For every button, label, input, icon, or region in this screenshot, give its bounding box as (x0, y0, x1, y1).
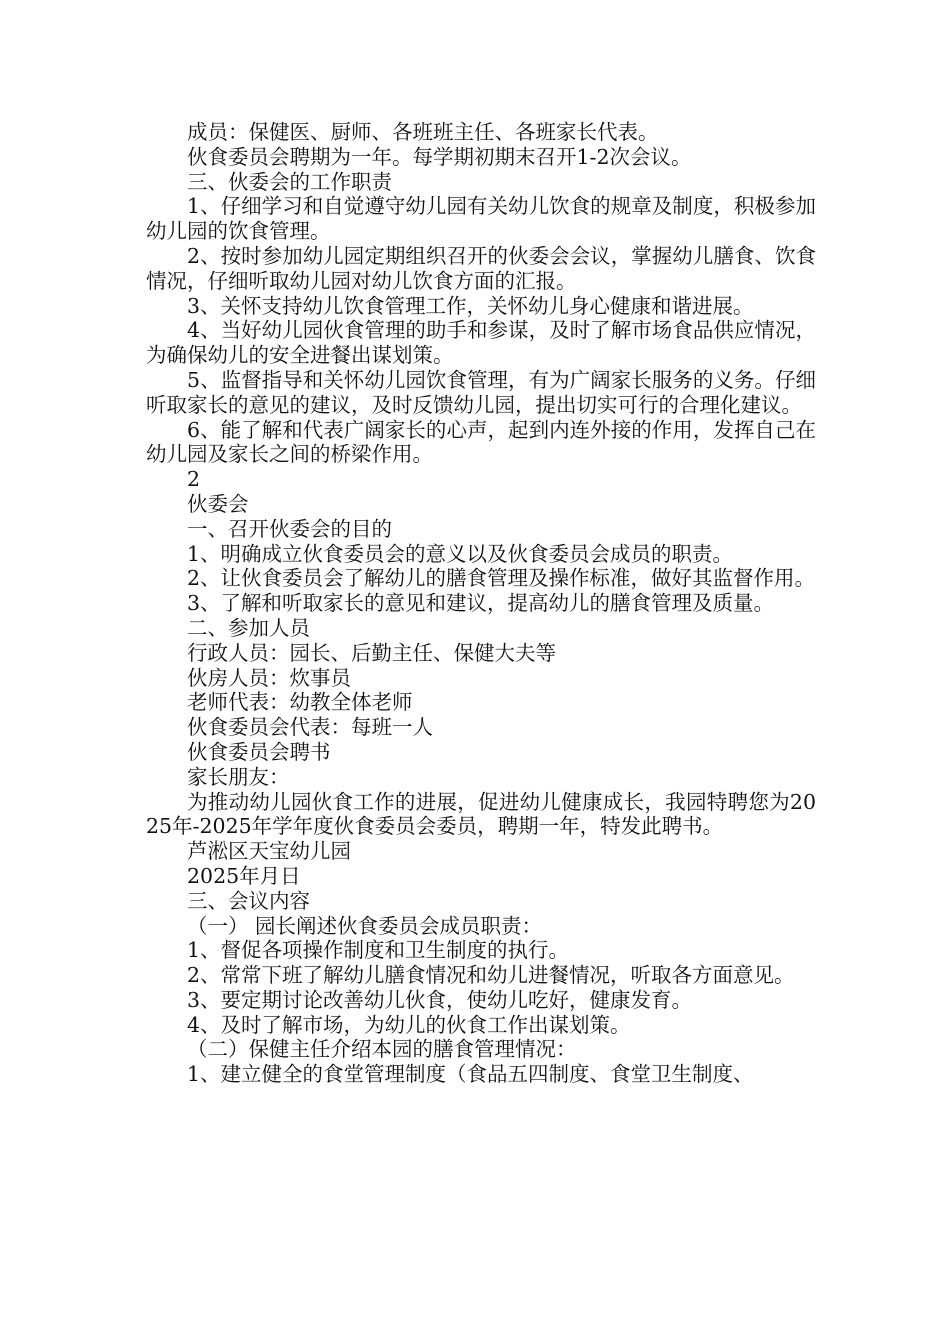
paragraph-teacher-reps: 老师代表：幼教全体老师 (187, 690, 413, 715)
paragraph-health-item-1: 1、建立健全的食堂管理制度（食品五四制度、食堂卫生制度、 (187, 1062, 754, 1087)
paragraph-purpose-2: 2、让伙食委员会了解幼儿的膳食管理及操作标准，做好其监督作用。 (187, 566, 816, 591)
paragraph-purpose-1: 1、明确成立伙食委员会的意义以及伙食委员会成员的职责。 (187, 541, 734, 566)
paragraph-admin-staff: 行政人员：园长、后勤主任、保健大夫等 (187, 640, 556, 665)
section-title: 伙委会 (187, 491, 249, 516)
paragraph-duty-3: 3、关怀支持幼儿饮食管理工作，关怀幼儿身心健康和谐进展。 (187, 293, 754, 318)
paragraph-term: 伙食委员会聘期为一年。每学期初期末召开1-2次会议。 (187, 144, 692, 169)
paragraph-members: 成员：保健医、厨师、各班班主任、各班家长代表。 (187, 120, 659, 144)
heading-participants: 二、参加人员 (187, 615, 310, 640)
paragraph-signature-date: 2025年月日 (187, 863, 301, 888)
heading-meeting-content: 三、会议内容 (187, 888, 310, 913)
paragraph-duty-6: 6、能了解和代表广阔家长的心声，起到内连外接的作用，发挥自己在幼儿园及家长之间的桥梁作用。 (146, 417, 816, 467)
section-number: 2 (187, 467, 201, 492)
heading-duties: 三、伙委会的工作职责 (187, 169, 392, 194)
paragraph-kitchen-staff: 伙房人员：炊事员 (187, 665, 351, 690)
heading-director-duties: （一） 园长阐述伙食委员会成员职责： (187, 913, 543, 938)
heading-health-director: （二）保健主任介绍本园的膳食管理情况： (187, 1037, 577, 1062)
paragraph-duty-5: 5、监督指导和关怀幼儿园饮食管理，有为广阔家长服务的义务。仔细听取家长的意见的建议，及时反馈幼儿园，提出切实可行的合理化建议。 (146, 367, 816, 417)
paragraph-director-duty-4: 4、及时了解市场，为幼儿的伙食工作出谋划策。 (187, 1012, 631, 1037)
paragraph-duty-4: 4、当好幼儿园伙食管理的助手和参谋，及时了解市场食品供应情况，为确保幼儿的安全进餐出谋划策。 (146, 318, 816, 368)
paragraph-appointment-body: 为推动幼儿园伙食工作的进展，促进幼儿健康成长，我园特聘您为2025年-2025年学年度伙食委员会委员，聘期一年，特发此聘书。 (146, 789, 816, 839)
document-page (146, 120, 816, 1087)
paragraph-signature-org: 芦淞区天宝幼儿园 (187, 839, 351, 864)
paragraph-purpose-3: 3、了解和听取家长的意见和建议，提高幼儿的膳食管理及质量。 (187, 591, 775, 616)
paragraph-director-duty-2: 2、常常下班了解幼儿膳食情况和幼儿进餐情况，听取各方面意见。 (187, 963, 795, 988)
paragraph-salutation: 家长朋友： (187, 764, 290, 789)
paragraph-duty-1: 1、仔细学习和自觉遵守幼儿园有关幼儿饮食的规章及制度，积极参加幼儿园的饮食管理。 (146, 194, 816, 244)
paragraph-director-duty-1: 1、督促各项操作制度和卫生制度的执行。 (187, 938, 570, 963)
heading-purpose: 一、召开伙委会的目的 (187, 516, 392, 541)
paragraph-committee-reps: 伙食委员会代表：每班一人 (187, 715, 433, 740)
paragraph-duty-2: 2、按时参加幼儿园定期组织召开的伙委会会议，掌握幼儿膳食、饮食情况，仔细听取幼儿园对幼儿饮食方面的汇报。 (146, 243, 816, 293)
heading-appointment-letter: 伙食委员会聘书 (187, 739, 331, 764)
paragraph-director-duty-3: 3、要定期讨论改善幼儿伙食，使幼儿吃好，健康发育。 (187, 987, 693, 1012)
